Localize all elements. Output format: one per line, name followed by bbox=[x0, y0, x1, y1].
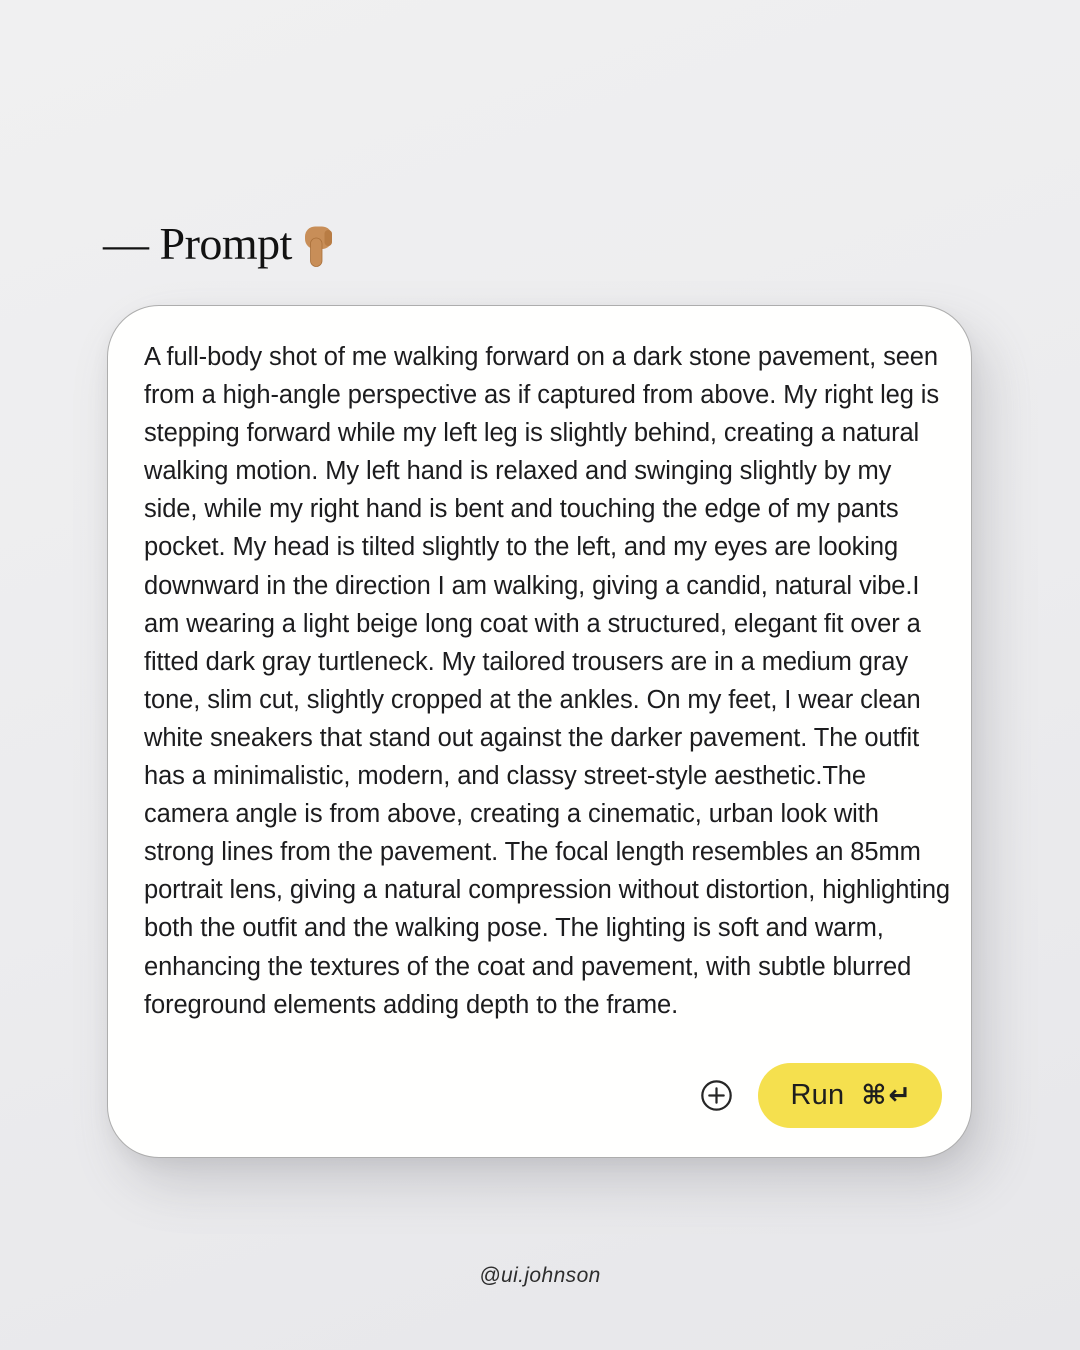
backhand-index-pointing-down-icon bbox=[302, 225, 334, 272]
add-attachment-button[interactable] bbox=[700, 1079, 733, 1112]
return-key-icon: ↵ bbox=[888, 1080, 911, 1111]
plus-circle-icon bbox=[700, 1079, 733, 1112]
run-button[interactable] bbox=[758, 1063, 943, 1128]
prompt-card bbox=[107, 305, 972, 1158]
heading bbox=[103, 218, 334, 272]
page-title: — Prompt bbox=[103, 218, 292, 269]
command-key-icon: ⌘ bbox=[861, 1080, 887, 1111]
run-shortcut bbox=[861, 1080, 911, 1111]
prompt-text-field[interactable]: A full-body shot of me walking forward on a dark stone pavement, seen from a high-angle perspective as if captured from above. My right leg is stepping forward while my left leg is slightly behind, creating a natural walking motion. My left hand is relaxed and swinging slightly by my side, while my right hand is bent and touching the edge of my pants pocket. My head is tilted slightly to the left, and my eyes are looking downward in the direction I am walking, giving a candid, natural vibe.I am wearing a light beige long coat with a structured, elegant fit over a fitted dark gray turtleneck. My tailored trousers are in a medium gray tone, slim cut, slightly cropped at the ankles. On my feet, I wear clean white sneakers that stand out against the darker pavement. The outfit has a minimalistic, modern, and classy street-style aesthetic.The camera angle is from above, creating a cinematic, urban look with strong lines from the pavement. The focal length resembles an 85mm portrait lens, giving a natural compression without distortion, highlighting both the outfit and the walking pose. The lighting is soft and warm, enhancing the textures of the coat and pavement, with subtle blurred foreground elements adding depth to the frame. bbox=[144, 343, 951, 1019]
prompt-actions bbox=[700, 1063, 943, 1128]
watermark-handle: @ui.johnson bbox=[479, 1264, 601, 1287]
run-button-label: Run bbox=[790, 1079, 845, 1111]
